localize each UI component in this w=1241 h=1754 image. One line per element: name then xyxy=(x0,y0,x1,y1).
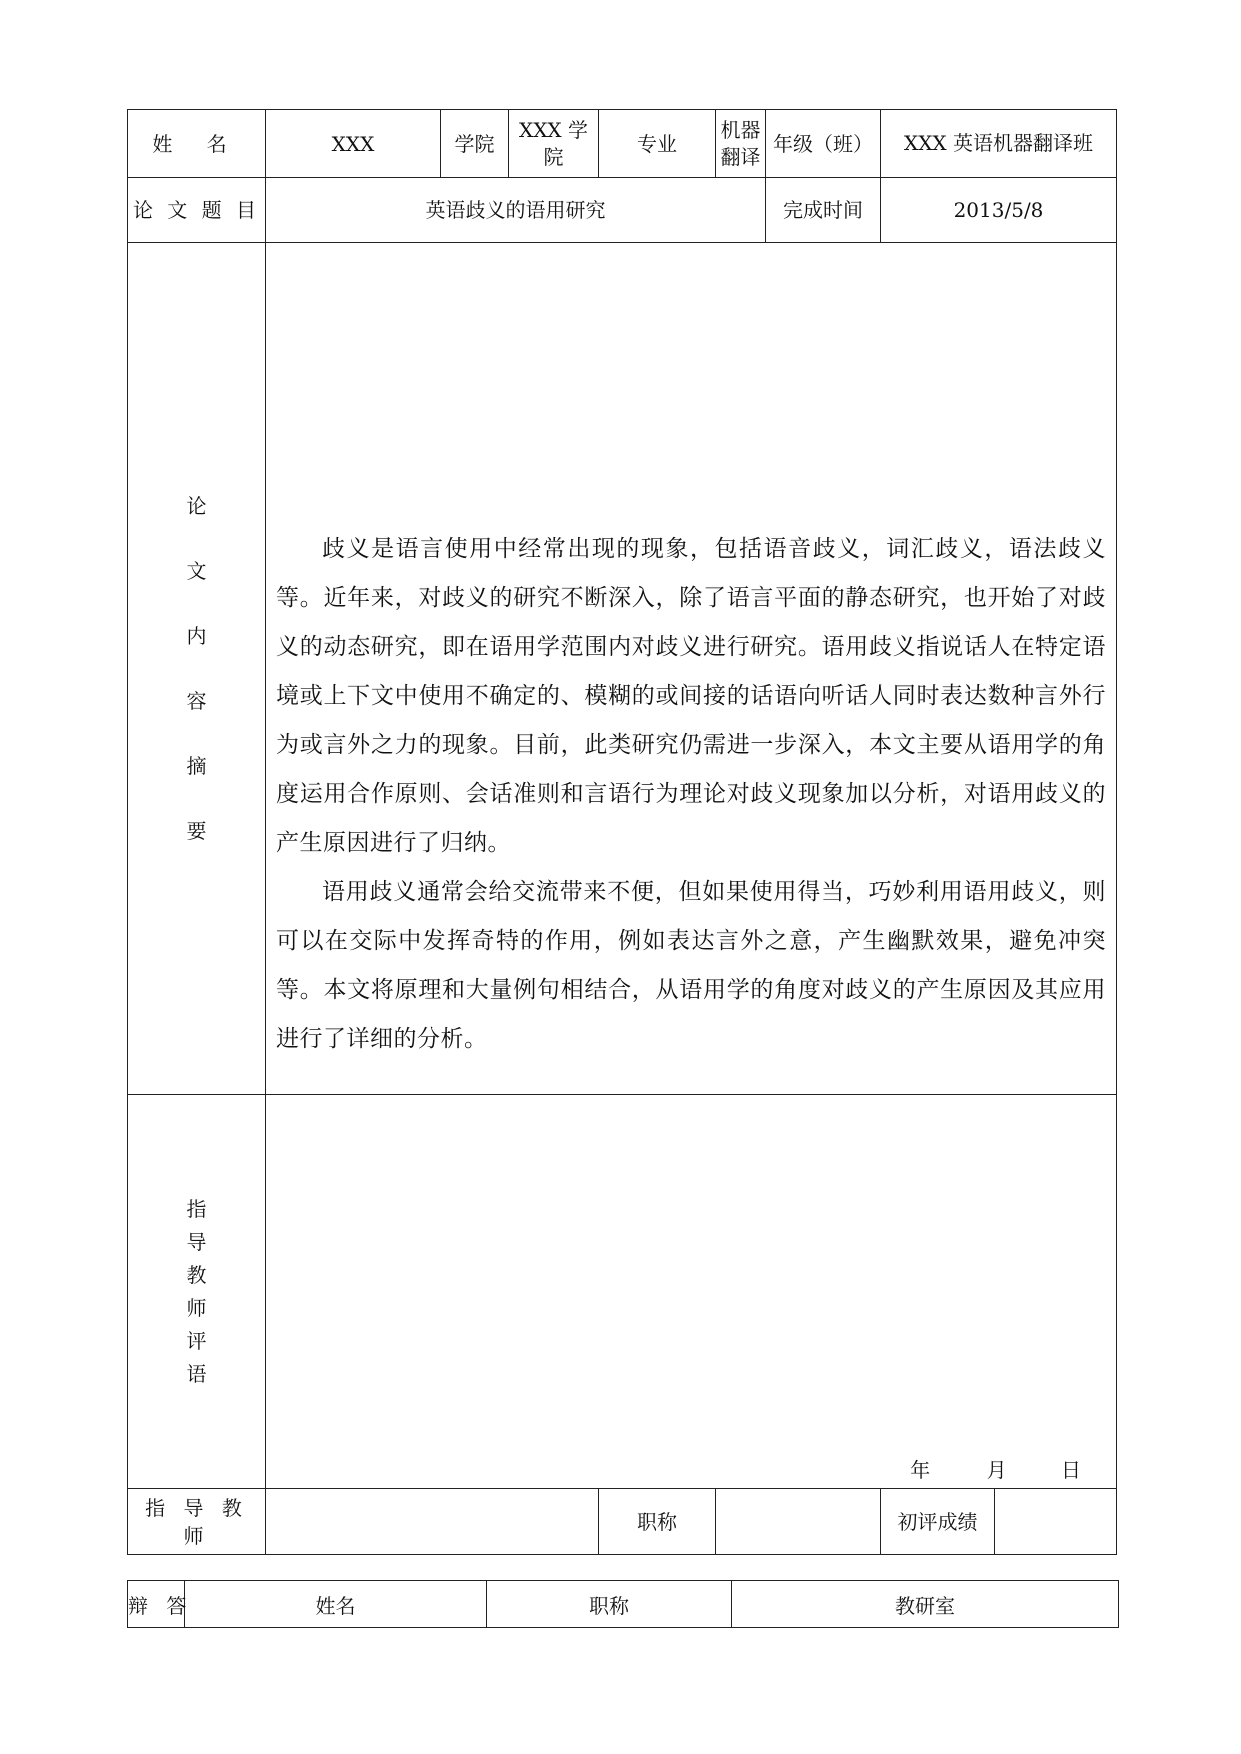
advisor-title-label: 职称 xyxy=(599,1489,716,1555)
finish-time-label: 完成时间 xyxy=(766,178,881,243)
advisor-comment-label xyxy=(128,1095,266,1489)
major-label: 专业 xyxy=(599,110,716,178)
advisor-row xyxy=(128,1489,1117,1555)
defense-office-header: 教研室 xyxy=(732,1581,1119,1628)
name-label: 姓 名 xyxy=(128,110,266,178)
abstract-paragraph-1: 歧义是语言使用中经常出现的现象，包括语音歧义，词汇歧义，语法歧义等。近年来，对歧义的研究不断深入，除了语言平面的静态研究，也开始了对歧义的动态研究，即在语用学范围内对歧义进行研究。语用歧义指说话人在特定语境或上下文中使用不确定的、模糊的或间接的话语向听话人同时表达数种言外行为或言外之力的现象。目前，此类研究仍需进一步深入，本文主要从语用学的角度运用合作原则、会话准则和言语行为理论对歧义现象加以分析，对语用歧义的产生原因进行了归纳。 xyxy=(276,536,1106,856)
abstract-label-text: 论 文 内 容 摘 要 xyxy=(186,493,207,843)
advisor-comment-row xyxy=(128,1095,1117,1489)
abstract-content[interactable] xyxy=(266,243,1117,1095)
thesis-title-label: 论 文 题 目 xyxy=(128,178,266,243)
defense-title-header: 职称 xyxy=(487,1581,732,1628)
defense-label: 辩 答 xyxy=(128,1581,185,1628)
abstract-paragraph-2: 语用歧义通常会给交流带来不便，但如果使用得当，巧妙利用语用歧义，则可以在交际中发挥奇特的作用，例如表达言外之意，产生幽默效果，避免冲突等。本文将原理和大量例句相结合，从语用学的角度对歧义的产生原因及其应用进行了详细的分析。 xyxy=(276,879,1106,1052)
defense-committee-table xyxy=(127,1580,1119,1628)
initial-grade-value[interactable] xyxy=(995,1489,1116,1554)
advisor-comment-label-text: 指 导 教 师 评 语 xyxy=(186,1196,207,1386)
abstract-label xyxy=(128,243,266,1095)
college-value[interactable]: XXX 学院 xyxy=(509,110,599,178)
comment-date-line: 年 月 日 xyxy=(910,1458,1081,1482)
college-label: 学院 xyxy=(441,110,509,178)
advisor-value[interactable] xyxy=(266,1489,599,1555)
thesis-title-row xyxy=(128,178,1117,243)
header-row xyxy=(128,110,1117,178)
initial-grade-cell xyxy=(881,1489,1117,1555)
thesis-title-value[interactable]: 英语歧义的语用研究 xyxy=(266,178,766,243)
grade-value[interactable]: XXX 英语机器翻译班 xyxy=(881,110,1117,178)
thesis-info-table xyxy=(127,109,1117,1555)
abstract-row xyxy=(128,243,1117,1095)
defense-header-row xyxy=(128,1581,1119,1628)
advisor-title-value[interactable] xyxy=(716,1489,881,1555)
initial-grade-label: 初评成绩 xyxy=(881,1489,995,1554)
finish-time-value[interactable]: 2013/5/8 xyxy=(881,178,1117,243)
name-value[interactable]: XXX xyxy=(266,110,441,178)
advisor-label: 指 导 教 师 xyxy=(128,1489,266,1555)
grade-label: 年级（班） xyxy=(766,110,881,178)
advisor-comment-content[interactable] xyxy=(266,1095,1117,1489)
major-value[interactable]: 机器翻译 xyxy=(716,110,766,178)
defense-name-header: 姓名 xyxy=(185,1581,487,1628)
